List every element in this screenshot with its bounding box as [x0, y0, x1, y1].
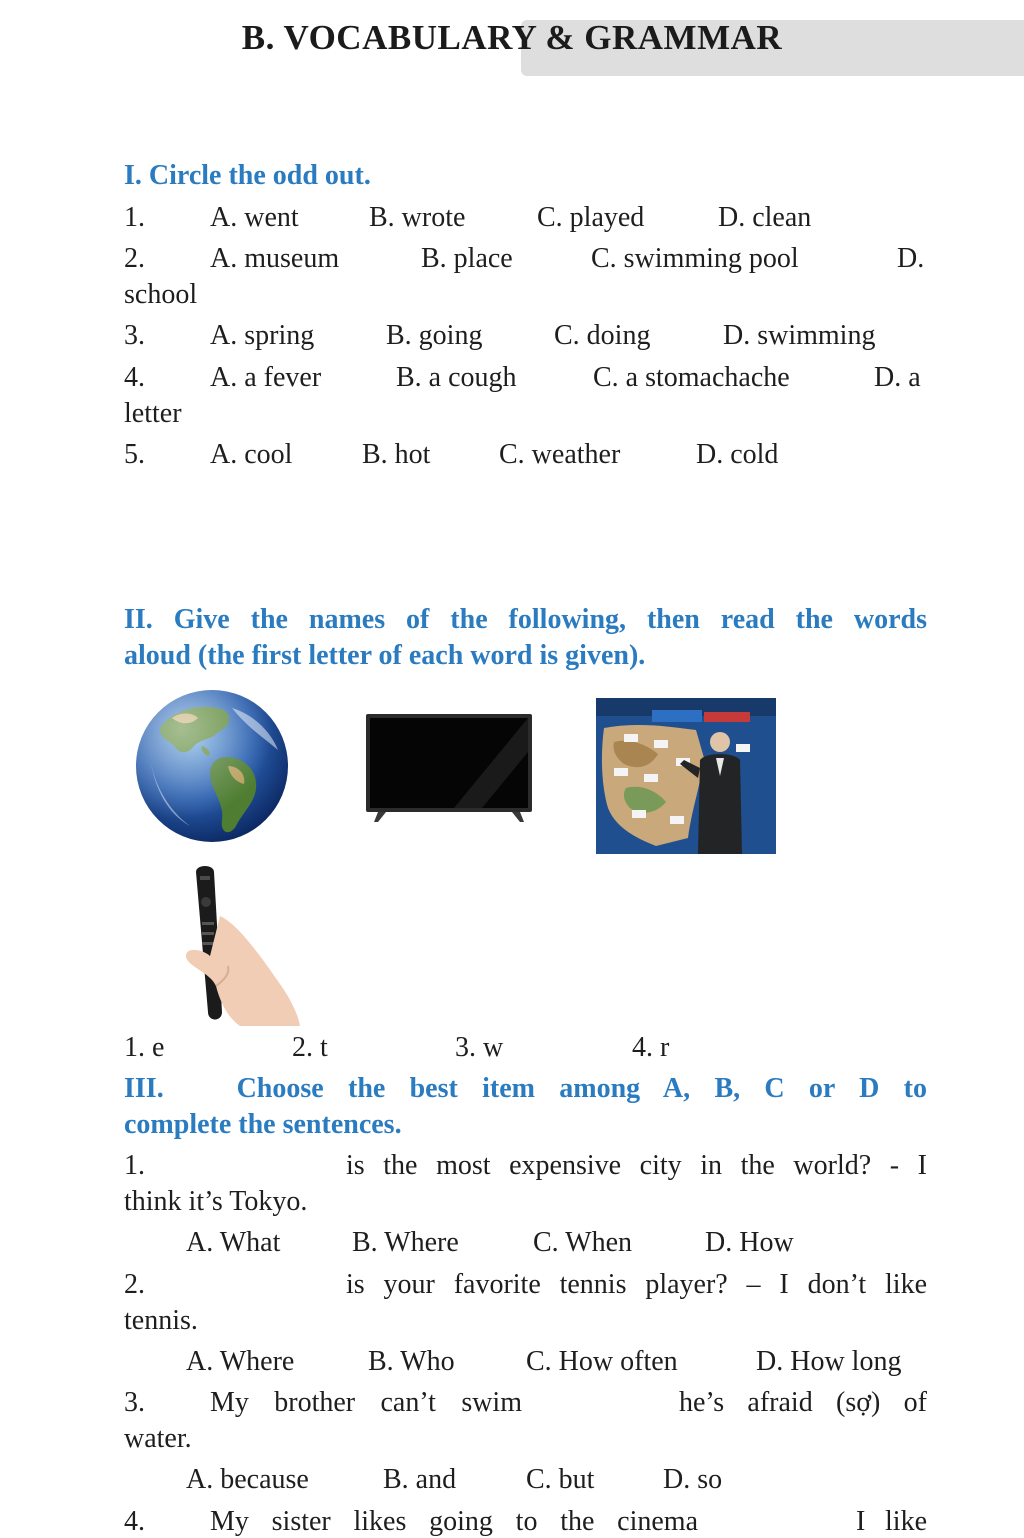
s1-q5-a: A. cool — [210, 439, 293, 470]
s3-q4-text-left: My sister likes going to the cinema — [210, 1506, 698, 1537]
s3-q1-opt-d: D. How — [705, 1227, 794, 1258]
s3-q3-text-right: he’s afraid (sợ) of — [679, 1387, 927, 1418]
s3-q1-wrap: think it’s Tokyo. — [124, 1186, 308, 1217]
s1-q4-a: A. a fever — [210, 362, 322, 393]
s1-q1-d: D. clean — [718, 202, 812, 233]
s3-q2-opt-a: A. Where — [186, 1346, 295, 1377]
s3-q3-opt-c: C. but — [526, 1464, 595, 1495]
section1-heading: I. Circle the odd out. — [124, 160, 371, 191]
s1-q2-c: C. swimming pool — [591, 243, 799, 274]
section2-heading-line1: II. Give the names of the following, then read the words — [124, 604, 927, 635]
s1-q2-num: 2. — [124, 243, 145, 274]
s3-q4-text-right: I like — [856, 1506, 927, 1537]
s3-q1-opt-a: A. What — [186, 1227, 281, 1258]
s3-q4-num: 4. — [124, 1506, 145, 1537]
s3-q3-opt-d: D. so — [663, 1464, 723, 1495]
s1-q3-b: B. going — [386, 320, 483, 351]
s3-q2-opt-b: B. Who — [368, 1346, 455, 1377]
s3-q1-opt-b: B. Where — [352, 1227, 459, 1258]
s1-q3-a: A. spring — [210, 320, 315, 351]
s1-q5-c: C. weather — [499, 439, 621, 470]
s3-q2-opt-c: C. How often — [526, 1346, 678, 1377]
s1-q2-b: B. place — [421, 243, 513, 274]
weather-forecast-image — [596, 698, 776, 854]
s1-q4-c: C. a stomachache — [593, 362, 790, 393]
s1-q1-c: C. played — [537, 202, 645, 233]
s3-q2-num: 2. — [124, 1269, 145, 1300]
s2-answer-3: 3. w — [455, 1032, 504, 1063]
s1-q4-d: D. a — [874, 362, 921, 393]
section2-heading-line2: aloud (the first letter of each word is given). — [124, 640, 646, 671]
section3-heading-line1: III. Choose the best item among A, B, C or D to — [124, 1073, 927, 1104]
s1-q4-num: 4. — [124, 362, 145, 393]
s2-answer-2: 2. t — [292, 1032, 328, 1063]
s3-q3-wrap: water. — [124, 1423, 192, 1454]
s1-q2-a: A. museum — [210, 243, 340, 274]
s3-q2-text: is your favorite tennis player? – I don’t like — [346, 1269, 927, 1300]
s1-q4-wrap: letter — [124, 398, 182, 429]
s1-q1-b: B. wrote — [369, 202, 466, 233]
s3-q2-opt-d: D. How long — [756, 1346, 902, 1377]
s3-q1-opt-c: C. When — [533, 1227, 633, 1258]
s3-q3-num: 3. — [124, 1387, 145, 1418]
s2-answer-1: 1. e — [124, 1032, 165, 1063]
s1-q4-b: B. a cough — [396, 362, 517, 393]
s1-q1-a: A. went — [210, 202, 299, 233]
s3-q3-opt-b: B. and — [383, 1464, 457, 1495]
s1-q3-num: 3. — [124, 320, 145, 351]
s1-q3-d: D. swimming — [723, 320, 876, 351]
television-image — [364, 712, 534, 824]
s2-answer-4: 4. r — [632, 1032, 670, 1063]
remote-control-image — [180, 862, 300, 1026]
s3-q1-text: is the most expensive city in the world? - I — [346, 1150, 927, 1181]
s1-q5-num: 5. — [124, 439, 145, 470]
s3-q2-wrap: tennis. — [124, 1305, 198, 1336]
s1-q2-d: D. — [897, 243, 925, 274]
section3-heading-line2: complete the sentences. — [124, 1109, 402, 1140]
s1-q5-d: D. cold — [696, 439, 779, 470]
s1-q1-num: 1. — [124, 202, 145, 233]
s3-q3-text-left: My brother can’t swim — [210, 1387, 522, 1418]
page-title: B. VOCABULARY & GRAMMAR — [241, 18, 783, 57]
s1-q2-wrap: school — [124, 279, 198, 310]
s3-q1-num: 1. — [124, 1150, 145, 1181]
s1-q5-b: B. hot — [362, 439, 431, 470]
earth-globe-image — [132, 688, 292, 844]
s3-q3-opt-a: A. because — [186, 1464, 309, 1495]
s1-q3-c: C. doing — [554, 320, 651, 351]
